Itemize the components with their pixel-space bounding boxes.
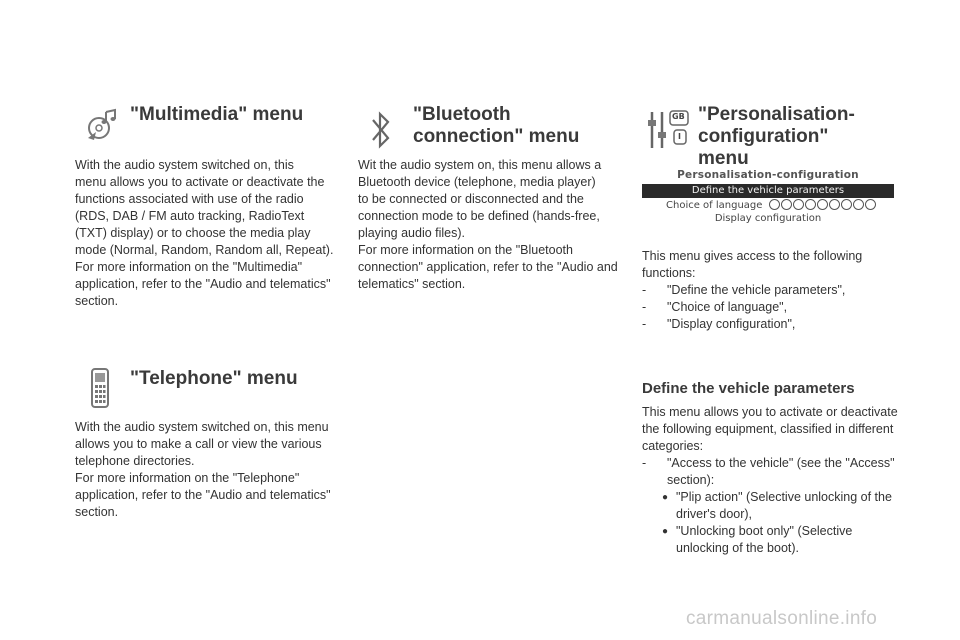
functions-list (642, 282, 912, 333)
title-line: "Bluetooth (413, 104, 511, 125)
text-line: allows you to make a call or view the various (75, 437, 322, 451)
personalisation-description (642, 248, 912, 333)
bluetooth-description (358, 157, 633, 293)
bluetooth-menu-title (413, 104, 579, 148)
screen-row-display: Display configuration (714, 213, 822, 224)
multimedia-note-icon (84, 108, 120, 144)
text-line: section. (75, 505, 119, 519)
text-line: playing audio files). (358, 226, 466, 240)
text-line: menu allows you to activate or deactivate the (75, 175, 325, 189)
text-line: For more information on the "Telephone" (75, 471, 300, 485)
text-line: telephone directories. (75, 454, 195, 468)
bluetooth-icon (370, 110, 392, 150)
text-line: to be connected or disconnected and the (358, 192, 584, 206)
settings-sliders-icon (646, 108, 690, 152)
equipment-list (642, 455, 917, 557)
list-item: - "Choice of language", (642, 300, 788, 314)
screen-row-language (642, 198, 894, 212)
list-item: - "Define the vehicle parameters", (642, 283, 846, 297)
text-line: For more information on the "Bluetooth (358, 243, 573, 257)
text-line: connection" application, refer to the "Audio and (358, 260, 618, 274)
watermark: carmanualsonline.info (686, 608, 878, 629)
title-line: configuration" (698, 126, 829, 147)
title-line: "Personalisation- (698, 104, 855, 125)
list-item: - "Access to the vehicle" (see the "Access" section): (642, 456, 895, 487)
text-line: functions associated with use of the radio (75, 192, 304, 206)
text-line: With the audio system switched on, this menu (75, 420, 329, 434)
text-line: (RDS, DAB / FM auto tracking, RadioText (75, 209, 305, 223)
mobile-phone-icon (90, 368, 110, 408)
screen-row-label: Choice of language (666, 200, 763, 211)
define-parameters-heading: Define the vehicle parameters (642, 380, 855, 397)
language-badge-label: I (678, 132, 681, 141)
text-line: mode (Normal, Random, Random all, Repeat). (75, 243, 334, 257)
text-line: This menu gives access to the following (642, 249, 863, 263)
list-item: ● "Plip action" (Selective unlocking of the driver's door), (662, 490, 892, 521)
text-line: Wit the audio system on, this menu allows a (358, 158, 602, 172)
multimedia-description (75, 157, 345, 310)
title-line: connection" menu (413, 126, 580, 147)
text-line: This menu allows you to activate or deactivate (642, 405, 898, 419)
title-line: menu (698, 148, 749, 169)
screen-title: Personalisation-configuration (677, 169, 859, 181)
text-line: telematics" section. (358, 277, 466, 291)
telephone-description (75, 419, 350, 521)
personalisation-screen-image (642, 168, 894, 230)
text-line: With the audio system switched on, this (75, 158, 294, 172)
text-line: application, refer to the "Audio and telematics" (75, 277, 331, 291)
define-parameters-description (642, 404, 917, 557)
text-line: categories: (642, 439, 704, 453)
text-line: For more information on the "Multimedia" (75, 260, 303, 274)
text-line: connection mode to be defined (hands-free, (358, 209, 600, 223)
text-line: functions: (642, 266, 696, 280)
personalisation-menu-title (698, 104, 855, 170)
multimedia-menu-title: "Multimedia" menu (130, 104, 304, 125)
language-flags-icon (769, 198, 877, 212)
text-line: section. (75, 294, 119, 308)
text-line: the following equipment, classified in different (642, 422, 894, 436)
list-item: - "Display configuration", (642, 317, 796, 331)
text-line: (TXT) display) or to choose the media play (75, 226, 311, 240)
list-item: ● "Unlocking boot only" (Selective unlocking of the boot). (662, 524, 853, 555)
text-line: application, refer to the "Audio and telematics" (75, 488, 331, 502)
screen-selected-row: Define the vehicle parameters (642, 184, 894, 198)
telephone-menu-title: "Telephone" menu (130, 368, 298, 389)
language-badge-label: GB (672, 112, 685, 121)
text-line: Bluetooth device (telephone, media player) (358, 175, 596, 189)
